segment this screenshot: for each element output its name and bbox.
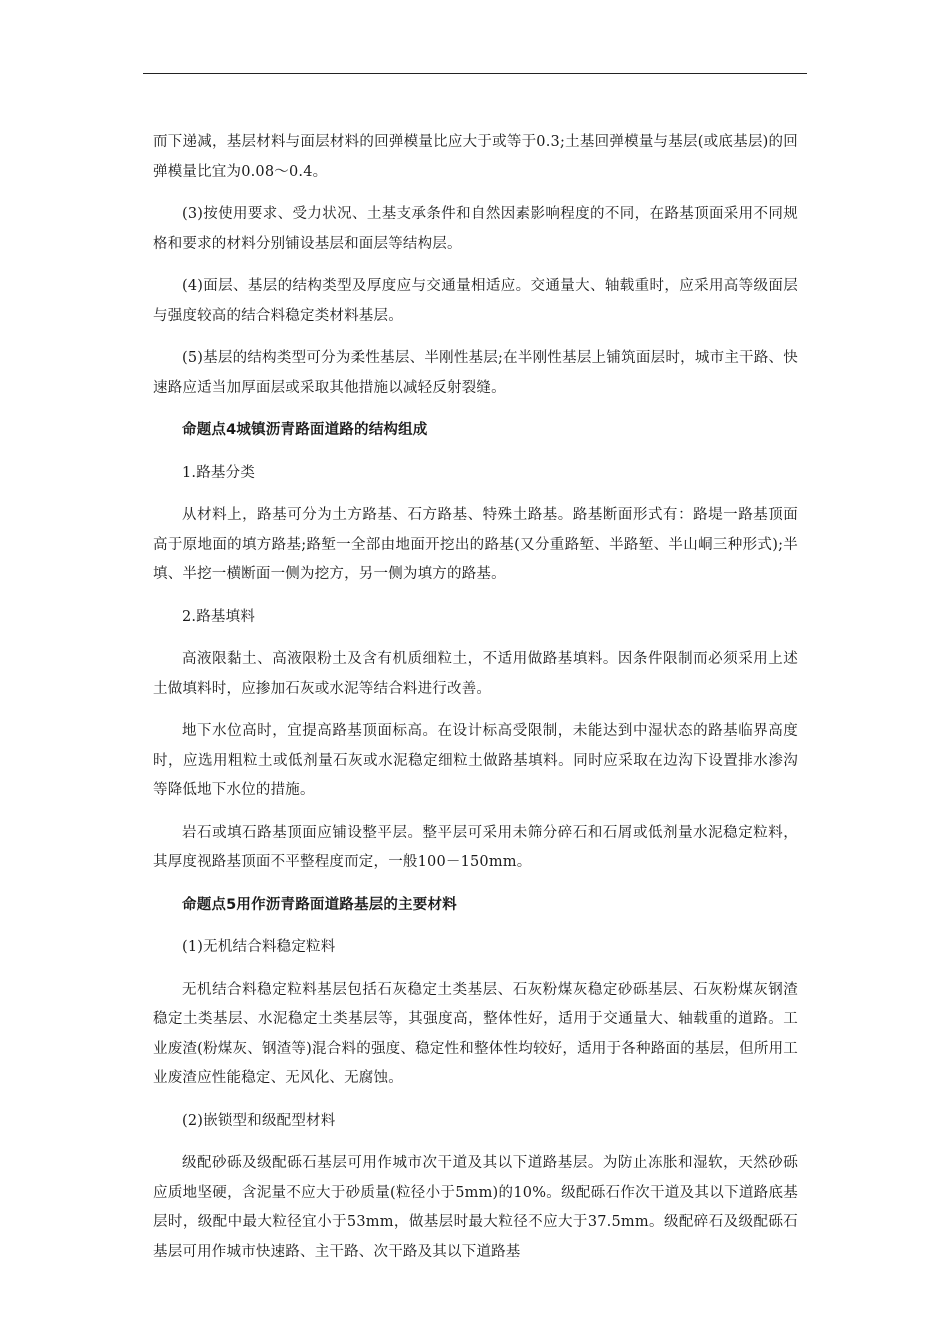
document-body bbox=[153, 128, 798, 1280]
subsection-title: (2)嵌锁型和级配型材料 bbox=[182, 1112, 336, 1129]
section-heading: 命题点4城镇沥青路面道路的结构组成 bbox=[182, 422, 428, 438]
paragraph: 从材料上，路基可分为土方路基、石方路基、特殊土路基。路基断面形式有：路堤一路基顶面高于原地面的填方路基;路堑一全部由地面开挖出的路基(又分重路堑、半路堑、半山峒三种形式);半填、半挖一横断面一侧为挖方，另一侧为填方的路基。 bbox=[153, 507, 798, 582]
paragraph: (5)基层的结构类型可分为柔性基层、半刚性基层;在半刚性基层上铺筑面层时，城市主干路、快速路应适当加厚面层或采取其他措施以减轻反射裂缝。 bbox=[153, 350, 798, 396]
subsection-title: 1.路基分类 bbox=[182, 464, 256, 481]
header-rule bbox=[143, 73, 807, 74]
paragraph: 高液限黏土、高液限粉土及含有机质细粒土，不适用做路基填料。因条件限制而必须采用上述土做填料时，应掺加石灰或水泥等结合料进行改善。 bbox=[153, 651, 798, 697]
paragraph: 岩石或填石路基顶面应铺设整平层。整平层可采用未筛分碎石和石屑或低剂量水泥稳定粒料，其厚度视路基顶面不平整程度而定，一般100－150mm。 bbox=[153, 824, 798, 870]
paragraph: 地下水位高时，宜提高路基顶面标高。在设计标高受限制，未能达到中湿状态的路基临界高度时，应选用粗粒土或低剂量石灰或水泥稳定细粒土做路基填料。同时应采取在边沟下设置排水渗沟等降低地下水位的措施。 bbox=[153, 723, 798, 798]
paragraph: 级配砂砾及级配砾石基层可用作城市次干道及其以下道路基层。为防止冻胀和湿软，天然砂砾应质地坚硬，含泥量不应大于砂质量(粒径小于5mm)的10%。级配砾石作次干道及其以下道路底基层时，级配中最大粒径宜小于53mm，做基层时最大粒径不应大于37.5mm。级配碎石及级配砾石基层可用作城市快速路、主干路、次干路及其以下道路基 bbox=[153, 1155, 798, 1260]
subsection-title: (1)无机结合料稳定粒料 bbox=[182, 939, 336, 955]
paragraph: (4)面层、基层的结构类型及厚度应与交通量相适应。交通量大、轴载重时，应采用高等级面层与强度较高的结合料稳定类材料基层。 bbox=[153, 278, 798, 324]
paragraph: (3)按使用要求、受力状况、土基支承条件和自然因素影响程度的不同，在路基顶面采用不同规格和要求的材料分别铺设基层和面层等结构层。 bbox=[153, 206, 798, 252]
paragraph: 无机结合料稳定粒料基层包括石灰稳定土类基层、石灰粉煤灰稳定砂砾基层、石灰粉煤灰钢渣稳定土类基层、水泥稳定土类基层等，其强度高，整体性好，适用于交通量大、轴载重的道路。工业废渣(粉煤灰、钢渣等)混合料的强度、稳定性和整体性均较好，适用于各种路面的基层，但所用工业废渣应性能稳定、无风化、无腐蚀。 bbox=[153, 981, 798, 1086]
paragraph: 而下递减，基层材料与面层材料的回弹模量比应大于或等于0.3;土基回弹模量与基层(或底基层)的回弹模量比宜为0.08～0.4。 bbox=[153, 134, 798, 180]
subsection-title: 2.路基填料 bbox=[182, 608, 256, 625]
section-heading: 命题点5用作沥青路面道路基层的主要材料 bbox=[182, 896, 457, 913]
